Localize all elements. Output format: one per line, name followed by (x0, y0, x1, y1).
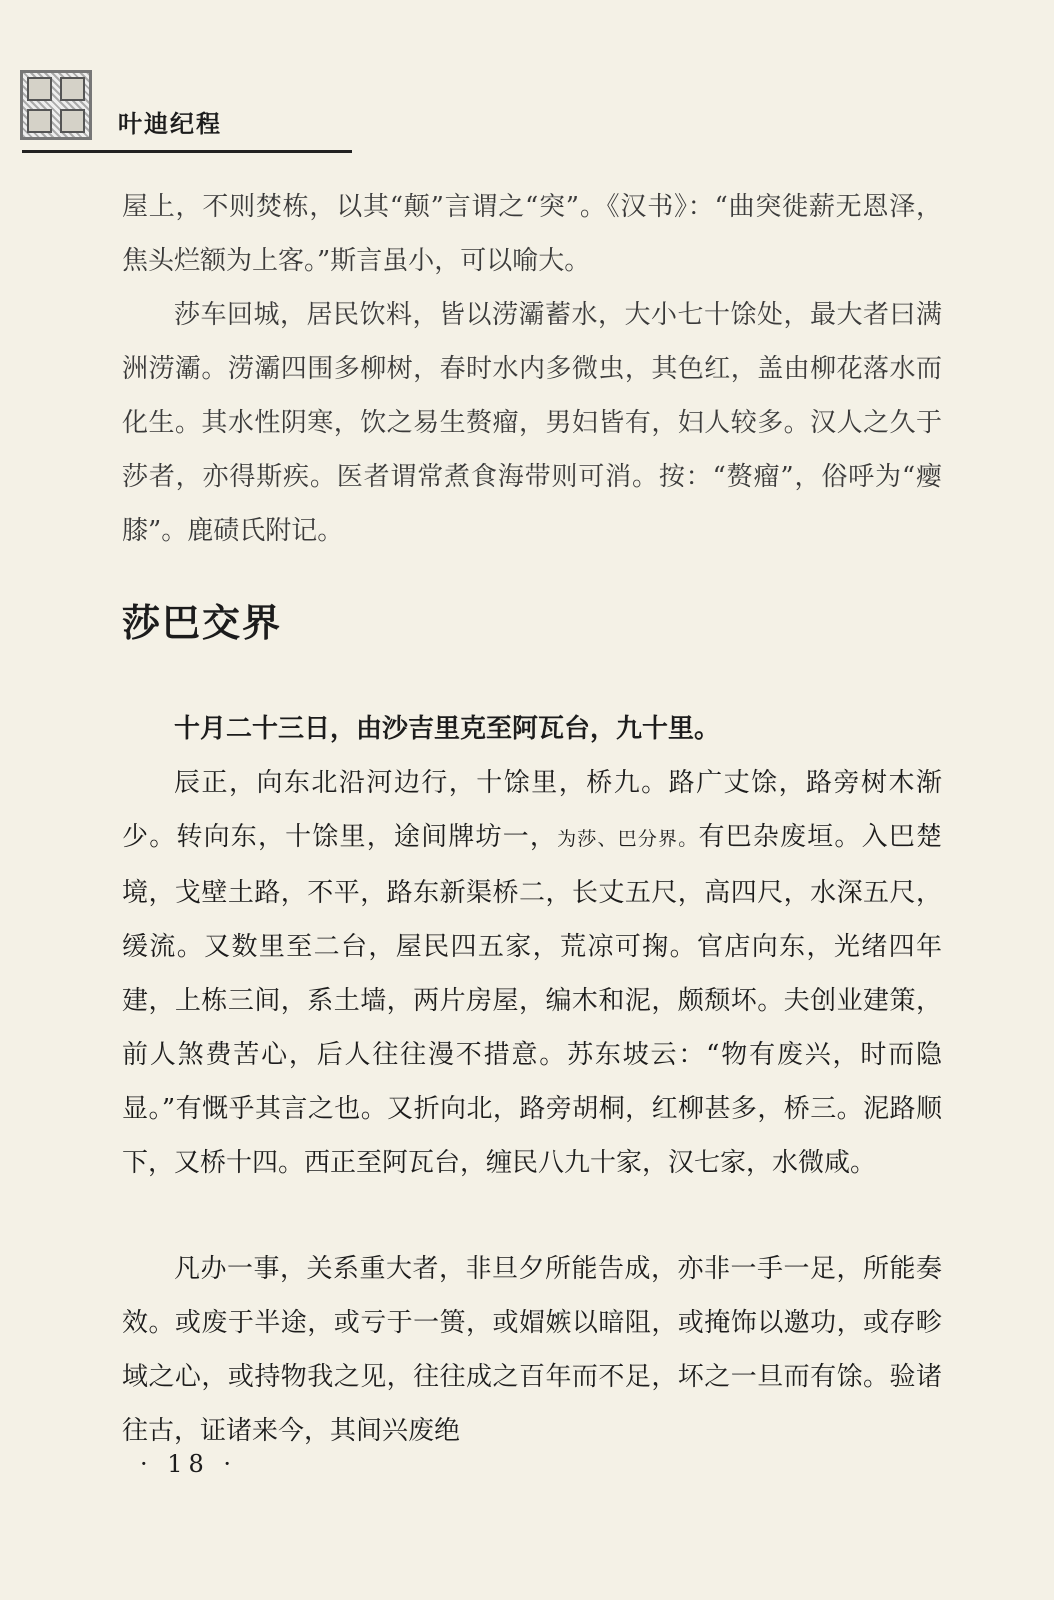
paragraph-3-part-1: 辰正，向东北沿河边行，十馀里，桥九。路广丈馀，路旁树木渐少。转向东，十馀里，途间牌坊一， (122, 768, 942, 852)
header-rule (22, 150, 352, 153)
seal-logo-icon (20, 70, 92, 140)
paragraph-3 (122, 756, 942, 1190)
paragraph-3-part-2: 有巴杂废垣。入巴楚境，戈壁土路，不平，路东新渠桥二，长丈五尺，高四尺，水深五尺，缓流。又数里至二台，屋民四五家，荒凉可掬。官店向东，光绪四年建，上栋三间，系土墙，两片房屋，编木和泥，颇颓坏。夫创业建策，前人煞费苦心，后人往往漫不措意。苏东坡云：“物有废兴，时而隐显。”有慨乎其言之也。又折向北，路旁胡桐，红柳甚多，桥三。泥路顺下，又桥十四。西正至阿瓦台，缠民八九十家，汉七家，水微咸。 (122, 822, 942, 1178)
section-title: 莎巴交界 (122, 601, 283, 645)
inline-note: 为莎、巴分界。 (557, 828, 699, 850)
paragraph-1: 屋上，不则焚栋，以其“颠”言谓之“突”。《汉书》：“曲突徙薪无恩泽，焦头烂额为上客。”斯言虽小，可以喻大。 (122, 192, 942, 276)
paragraph-2: 莎车回城，居民饮料，皆以涝灞蓄水，大小七十馀处，最大者曰满洲涝灞。涝灞四围多柳树，春时水内多微虫，其色红，盖由柳花落水而化生。其水性阴寒，饮之易生赘瘤，男妇皆有，妇人较多。汉人之久于莎者，亦得斯疾。医者谓常煮食海带则可消。按：“赘瘤”，俗呼为“瘿膝”。鹿碛氏附记。 (122, 300, 942, 546)
running-title: 叶迪纪程 (118, 110, 222, 138)
page-number: · 18 · (140, 1450, 238, 1478)
paragraph-4: 凡办一事，关系重大者，非旦夕所能告成，亦非一手一足，所能奏效。或废于半途，或亏于一篑，或媢嫉以暗阻，或掩饰以邀功，或存畛域之心，或持物我之见，往往成之百年而不足，坏之一旦而有馀。验诸往古，证诸来今，其间兴废绝 (122, 1254, 942, 1446)
entry-heading: 十月二十三日，由沙吉里克至阿瓦台，九十里。 (174, 714, 721, 744)
